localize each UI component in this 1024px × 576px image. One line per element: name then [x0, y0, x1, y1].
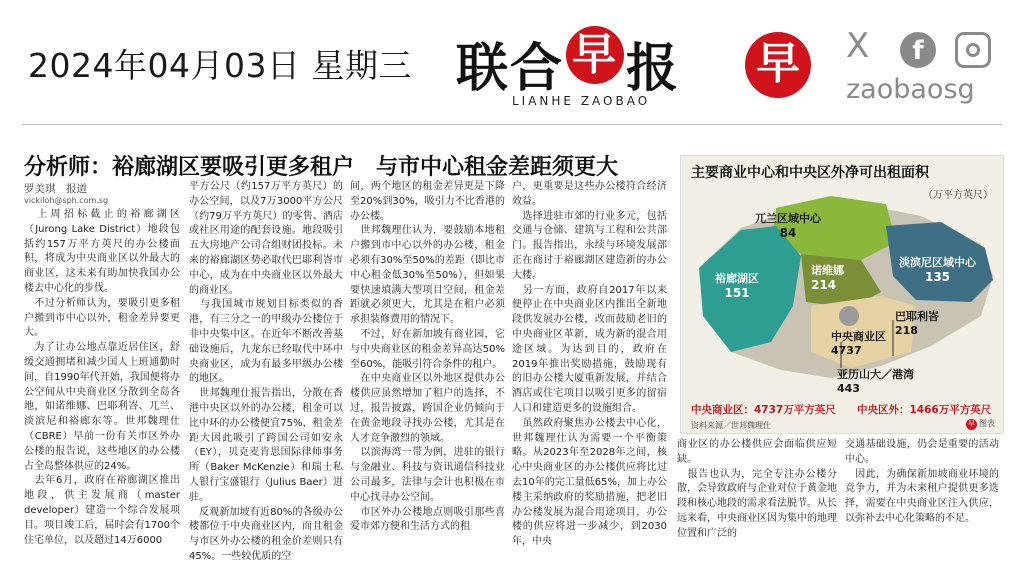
paragraph: 户，更重要是这些办公楼符合经济效益。: [512, 181, 667, 207]
paragraph: 因此，为确保新加坡商业环境的竞争力，并为未来租户提供更多选择，需要在中央商业区注入供应，以弥补去中心化策略的不足。: [845, 468, 999, 524]
paragraph: 选择进驻市郊的行业多元，包括交通与仓储、建筑与工程和公共部门。报告指出，永续与环境发展部正在商讨于裕廊湖区建造新的办公大楼。: [512, 210, 667, 281]
region-value: 214: [811, 278, 837, 292]
commercial-centres-map: [680, 155, 1004, 434]
logo-part-b: 早: [566, 26, 624, 84]
zaobao-logo[interactable]: [456, 26, 681, 110]
region-name: 亚历山大／港湾: [837, 368, 914, 381]
region-name: 淡滨尼区域中心: [899, 256, 976, 269]
map-unit: （万平方英尺）: [923, 190, 993, 201]
paragraph: 市区外办公楼地点则吸引那些喜爱市郊方便和生活方式的租: [350, 506, 505, 533]
article-column-6: [845, 438, 999, 527]
paragraph: 为了让办公地点靠近居住区，舒缓交通拥堵和减少国人上班通勤时间，自1990年代开始，我国便将办公空间从中央商业区分散到全岛各地，如诺维娜、巴耶利峇、兀兰、淡滨尼和裕廊东等。世邦魏理仕（CBRE）早前一份有关市区外办公楼的报告说，这些地区的办公楼占全岛整体供应的24%。: [24, 342, 180, 472]
zaobao-mini-icon: 早: [968, 420, 975, 428]
article-byline: 罗美琪 报道: [24, 183, 87, 195]
logo-wordmark: [456, 26, 680, 101]
article-column-1: [24, 208, 180, 548]
credit-label: 图表: [979, 419, 995, 428]
map-source: 资料来源／世邦魏理仕: [691, 421, 771, 430]
paragraph: 不过，好在新加坡有商业园，它与中央商业区的租金差异高达50%至60%，能吸引符合条件的租户。: [350, 328, 505, 370]
social-handle[interactable]: zaobaosg: [846, 74, 975, 105]
label-cbd: [831, 330, 886, 358]
logo-english: LIANHE ZAOBAO: [512, 94, 651, 108]
graphic-credit: [966, 418, 995, 430]
label-paya-lebar: [895, 310, 939, 338]
paragraph: 世邦魏理仕报告指出，分散在香港中央区以外的办公楼，租金可以比中环的办公楼便宜75%，租金差距大因此吸引了跨国公司如安永（EY），贝克麦肯思国际律师事务所（Baker McKenzie）和瑞士私人银行宝盛银行（Julius Baer）进驻。: [189, 388, 343, 503]
region-value: 84: [779, 226, 797, 240]
label-tampines: [899, 256, 976, 284]
region-name: 中央商业区: [831, 330, 886, 343]
label-alexandra: [837, 368, 914, 396]
label-woodlands: [755, 212, 821, 240]
label-novena: [811, 264, 844, 292]
publish-date: 2024年04月03日 星期三: [28, 46, 412, 85]
map-title: 主要商业中心和中央区外净可出租面积: [691, 165, 929, 181]
paragraph: 间，两个地区的租金差异更是下降至20%到30%，吸引力不比香港的办公楼。: [350, 181, 505, 222]
region-name: 兀兰区域中心: [755, 212, 821, 225]
article-column-5: [677, 438, 837, 542]
paragraph: 反观新加坡有近80%的各级办公楼都位于中央商业区内，而且租金与市区外办公楼的租金价差则只有45%。一些较优质的空: [189, 506, 343, 562]
paragraph: 报告也认为，完全专注办公楼分散，会导致政府与企业对位于黄金地段和核心地段的需求看法脱节。从长远来看，中央商业区因为集中的地理位置和广泛的: [677, 468, 837, 539]
article-column-2: [189, 180, 343, 565]
zaobao-badge-icon[interactable]: 早: [745, 32, 811, 98]
total-cbd: 中央商业区：4737万平方英尺: [691, 404, 836, 416]
logo-part-c: 报: [626, 38, 681, 99]
region-name: 巴耶利峇: [895, 310, 939, 323]
logo-part-a: 联合: [456, 38, 565, 99]
instagram-icon[interactable]: [955, 32, 991, 68]
author-email[interactable]: vickiloh@sph.com.sg: [24, 196, 109, 205]
label-jurong: [715, 272, 759, 300]
paragraph: 虽然政府聚焦办公楼去中心化，世邦魏理仕认为需要一个平衡策略。从2023年至2028年之间，核心中央商业区的办公楼供应将比过去10年的完工量低65%，加上办公楼主采纳政府的奖励措施，把老旧办公楼发展为混合用途项目，办公楼的供应将进一步减少，到2030年，中央: [512, 417, 667, 548]
total-outside: 中央区外：1466万平方英尺: [857, 404, 992, 416]
paragraph: 平方公尺（约157万平方英尺）的办公空间，以及7万3000平方公尺（约79万平方英尺）的零售、酒店或社区用途的配套设施。地段吸引五大房地产公司合组财团投标。未来的裕廊湖区势必取代巴耶利峇市中心，成为在中央商业区以外最大的商业区。: [189, 181, 343, 296]
region-value: 443: [837, 382, 860, 395]
region-value: 218: [895, 324, 918, 337]
cbd-building-icon: [839, 306, 859, 326]
article-column-3: [350, 180, 505, 535]
paragraph: 上周招标截止的裕廊湖区（Jurong Lake District）地段包括约157万平方英尺的办公楼面积，将成为中央商业区以外最大的商业区，这未来有助加快我国办公楼去中心化的步伐。: [24, 209, 180, 294]
paragraph: 交通基础设施，仍会是重要的活动中心。: [845, 439, 999, 465]
region-name: 诺维娜: [811, 264, 844, 277]
region-name: 裕廊湖区: [715, 272, 759, 285]
region-value: 151: [724, 286, 750, 300]
article-column-4: [512, 180, 667, 550]
article-headline: 分析师：裕廊湖区要吸引更多租户 与市中心租金差距须更大: [24, 155, 619, 180]
paragraph: 在中央商业区以外地区提供办公楼供应虽然增加了租户的选择，不过，报告披露，跨国企业仍倾向于在黄金地段寻找办公楼，尤其是在人才竞争激烈的领域。: [350, 373, 505, 444]
region-value: 135: [924, 270, 951, 284]
header-divider: [22, 124, 1002, 125]
facebook-icon[interactable]: f: [900, 32, 936, 68]
paragraph: 不过分析师认为，要吸引更多租户搬到市中心以外，租金差异要更大。: [24, 297, 180, 339]
paragraph: 商业区的办公楼供应会面临供应短缺。: [677, 439, 837, 465]
paragraph: 以滨海湾一带为例，进驻的银行与金融业、科技与资讯通信科技业公司最多，法律与会计也积极在市中心找寻办公空间。: [350, 447, 505, 503]
x-icon[interactable]: X: [846, 26, 870, 66]
paragraph: 另一方面，政府自2017年以来便停止在中央商业区内推出全新地段供发展办公楼，改而鼓励老旧的中央商业区革新，成为新的混合用途区域。为达到目的，政府在2019年推出奖励措施，鼓励现有的旧办公楼大厦重新发展，并结合酒店或住宅项目以吸引更多的留宿人口和建造更多的设施组合。: [512, 284, 667, 414]
paragraph: 世邦魏理仕认为，要鼓励本地租户搬到市中心以外的办公楼，租金必须有30%至50%的差距（即比市中心租金低30%至50%），但如果要快速填满大型项目空间，租金差距就必须更大，尤其是在租户必须承担装修费用的情况下。: [350, 225, 505, 326]
paragraph: 去年6月，政府在裕廊湖区推出地段，供主发展商（master developer）建造一个综合发展项目。项目竣工后，届时会有1700个住宅单位，以及超过14万6000: [24, 475, 180, 546]
paragraph: 与我国城市规划目标类似的香港，有三分之一的甲级办公楼位于非中央集中区。在近年不断改善基础设施后，九龙东已经取代中环中央商业区，成为有最多甲级办公楼的地区。: [189, 299, 343, 385]
region-value: 4737: [831, 344, 862, 357]
